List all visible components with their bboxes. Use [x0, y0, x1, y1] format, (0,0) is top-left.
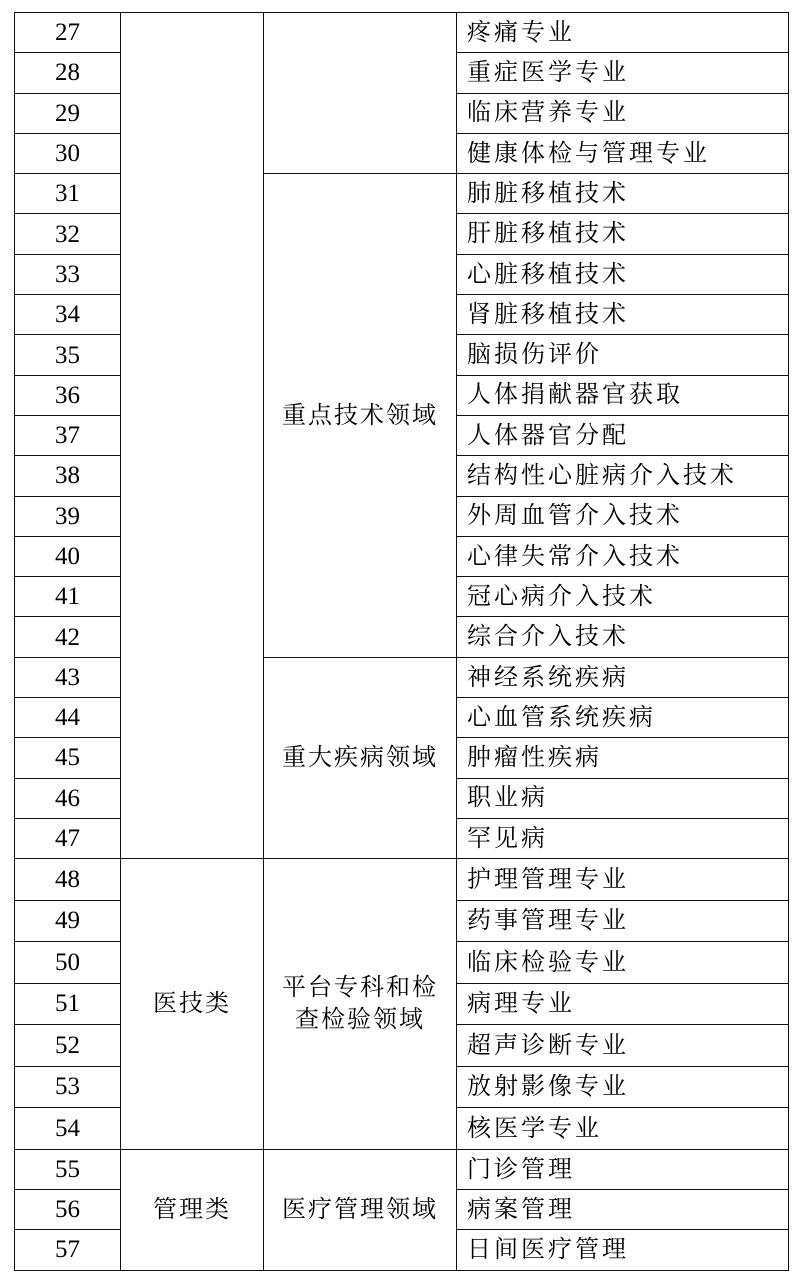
specialty-cell: 肝脏移植技术	[457, 214, 789, 254]
row-number: 57	[15, 1230, 121, 1270]
row-number: 39	[15, 496, 121, 536]
row-number: 27	[15, 13, 121, 53]
row-number: 32	[15, 214, 121, 254]
specialty-cell: 日间医疗管理	[457, 1230, 789, 1270]
row-number: 34	[15, 295, 121, 335]
specialty-cell: 肾脏移植技术	[457, 295, 789, 335]
row-number: 45	[15, 738, 121, 778]
specialty-cell: 核医学专业	[457, 1108, 789, 1150]
row-number: 28	[15, 53, 121, 93]
row-number: 30	[15, 133, 121, 173]
row-number: 43	[15, 657, 121, 697]
row-number: 52	[15, 1025, 121, 1067]
specialty-cell: 临床营养专业	[457, 93, 789, 133]
specialty-cell: 综合介入技术	[457, 617, 789, 657]
specialty-cell: 超声诊断专业	[457, 1025, 789, 1067]
specialty-cell: 临床检验专业	[457, 942, 789, 984]
specialty-cell: 疼痛专业	[457, 13, 789, 53]
specialty-cell: 病理专业	[457, 983, 789, 1025]
specialty-cell: 门诊管理	[457, 1149, 789, 1189]
specialty-cell: 心脏移植技术	[457, 254, 789, 294]
specialty-cell: 神经系统疾病	[457, 657, 789, 697]
field-cell: 重点技术领域	[264, 174, 457, 658]
table-row	[15, 13, 789, 53]
specialty-cell: 罕见病	[457, 818, 789, 858]
row-number: 53	[15, 1066, 121, 1108]
row-number: 54	[15, 1108, 121, 1150]
row-number: 38	[15, 456, 121, 496]
row-number: 29	[15, 93, 121, 133]
row-number: 48	[15, 859, 121, 901]
specialty-cell: 护理管理专业	[457, 859, 789, 901]
category-cell	[121, 13, 264, 859]
specialty-cell: 脑损伤评价	[457, 335, 789, 375]
field-cell	[264, 13, 457, 174]
row-number: 44	[15, 698, 121, 738]
specialty-cell: 肿瘤性疾病	[457, 738, 789, 778]
row-number: 31	[15, 174, 121, 214]
specialty-table-container	[14, 12, 788, 1271]
row-number: 33	[15, 254, 121, 294]
table-row	[15, 859, 789, 901]
specialty-cell: 职业病	[457, 778, 789, 818]
specialty-cell: 心律失常介入技术	[457, 536, 789, 576]
specialty-table	[14, 12, 789, 1271]
specialty-cell: 肺脏移植技术	[457, 174, 789, 214]
specialty-cell: 心血管系统疾病	[457, 698, 789, 738]
row-number: 49	[15, 900, 121, 942]
field-cell: 重大疾病领域	[264, 657, 457, 858]
row-number: 41	[15, 577, 121, 617]
specialty-cell: 人体捐献器官获取	[457, 375, 789, 415]
specialty-cell: 病案管理	[457, 1190, 789, 1230]
specialty-cell: 放射影像专业	[457, 1066, 789, 1108]
specialty-cell: 药事管理专业	[457, 900, 789, 942]
specialty-cell: 外周血管介入技术	[457, 496, 789, 536]
specialty-cell: 重症医学专业	[457, 53, 789, 93]
category-cell: 管理类	[121, 1149, 264, 1270]
row-number: 56	[15, 1190, 121, 1230]
field-cell: 平台专科和检查检验领域	[264, 859, 457, 1150]
specialty-cell: 人体器官分配	[457, 415, 789, 455]
row-number: 37	[15, 415, 121, 455]
row-number: 40	[15, 536, 121, 576]
row-number: 47	[15, 818, 121, 858]
row-number: 55	[15, 1149, 121, 1189]
row-number: 42	[15, 617, 121, 657]
row-number: 46	[15, 778, 121, 818]
specialty-cell: 健康体检与管理专业	[457, 133, 789, 173]
category-cell: 医技类	[121, 859, 264, 1150]
specialty-cell: 结构性心脏病介入技术	[457, 456, 789, 496]
row-number: 36	[15, 375, 121, 415]
field-cell: 医疗管理领域	[264, 1149, 457, 1270]
row-number: 50	[15, 942, 121, 984]
row-number: 51	[15, 983, 121, 1025]
table-row	[15, 1149, 789, 1189]
specialty-cell: 冠心病介入技术	[457, 577, 789, 617]
row-number: 35	[15, 335, 121, 375]
